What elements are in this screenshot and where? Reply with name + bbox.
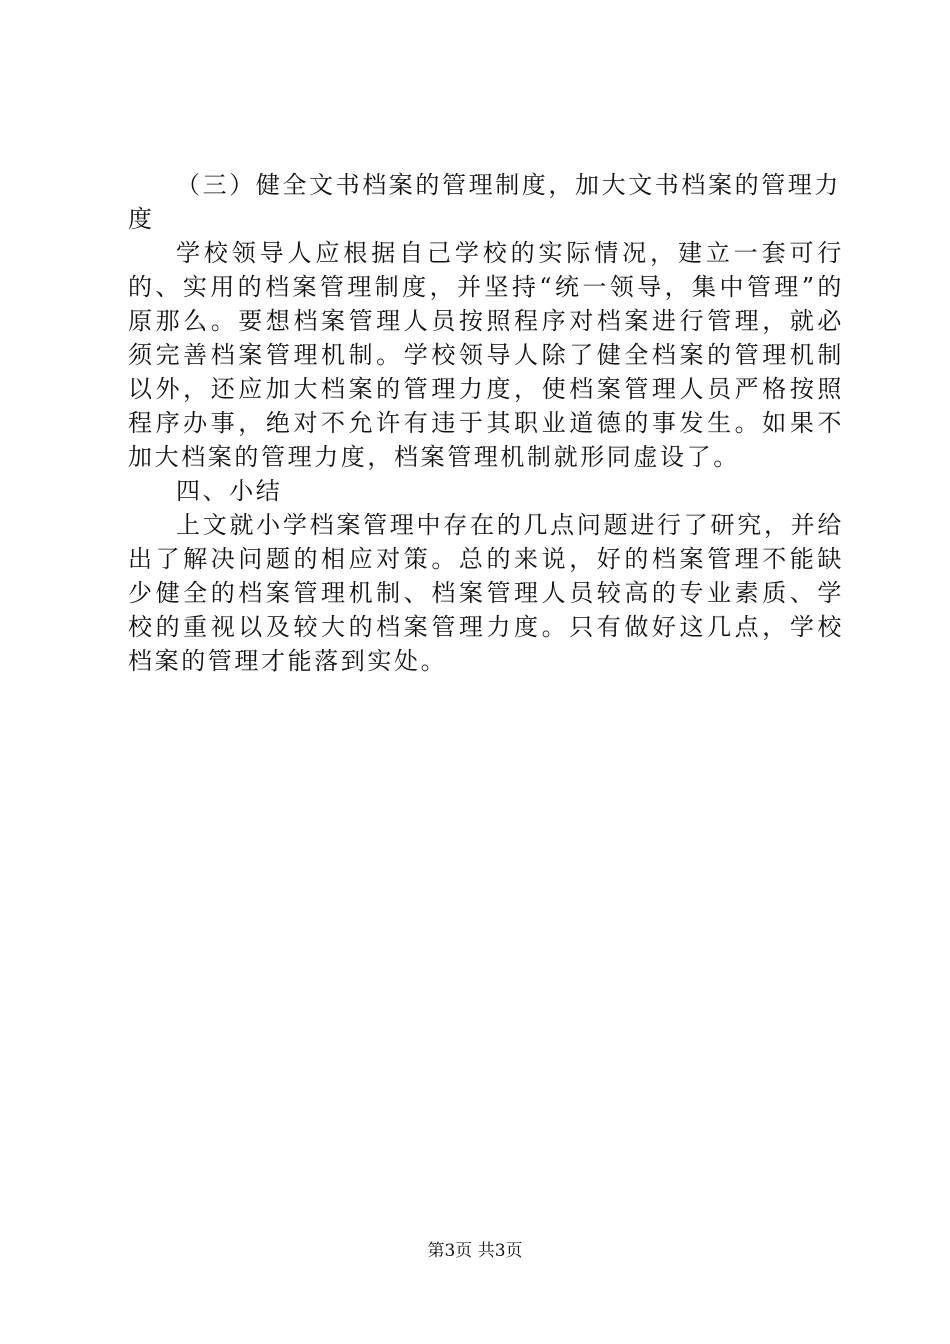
- paragraph-summary: 上文就小学档案管理中存在的几点问题进行了研究，并给出了解决问题的相应对策。总的来说，好的档案管理不能缺少健全的档案管理机制、档案管理人员较高的专业素质、学校的重视以及较大的档案管理力度。只有做好这几点，学校档案的管理才能落到实处。: [128, 511, 844, 675]
- page-footer: 第3页 共3页: [427, 1241, 523, 1261]
- paragraph-management-system: 学校领导人应根据自己学校的实际情况，建立一套可行的、实用的档案管理制度，并坚持“统一领导，集中管理”的原那么。要想档案管理人员按照程序对档案进行管理，就必须完善档案管理机制。学校领导人除了健全档案的管理机制以外，还应加大档案的管理力度，使档案管理人员严格按照程序办事，绝对不允许有违于其职业道德的事发生。如果不加大档案的管理力度，档案管理机制就形同虚设了。: [128, 239, 844, 471]
- section-heading-summary: 四、小结: [176, 477, 283, 505]
- document-body: [128, 168, 844, 678]
- section-heading-3: （三）健全文书档案的管理制度，加大文书档案的管理力度: [128, 171, 841, 233]
